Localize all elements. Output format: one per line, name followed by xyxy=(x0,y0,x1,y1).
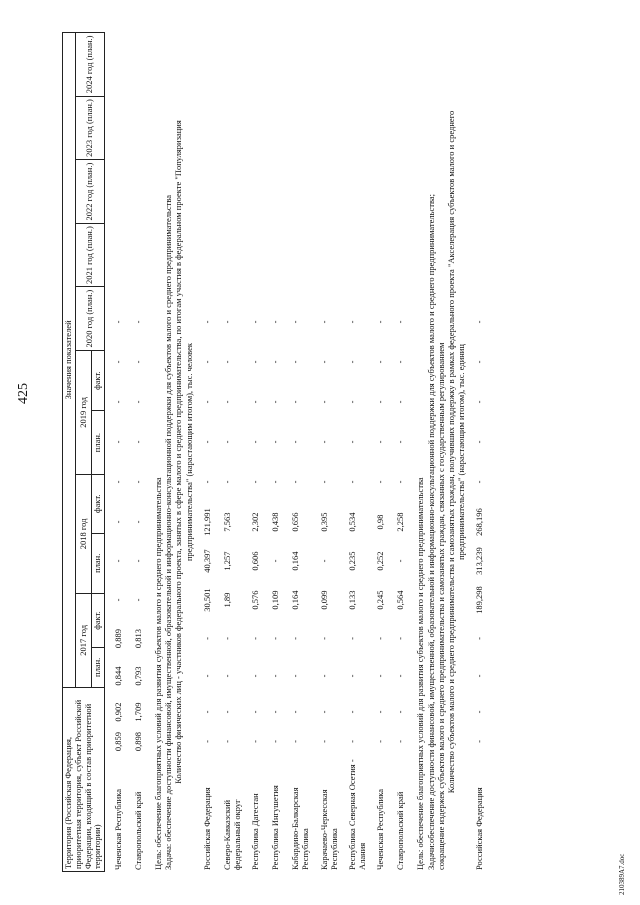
table-cell: - xyxy=(290,674,301,678)
table-row xyxy=(133,32,145,872)
table-cell: - xyxy=(375,320,386,324)
table-cell: - xyxy=(201,710,212,714)
table-cell: 0,902 xyxy=(113,702,124,722)
table-cell: - xyxy=(318,740,329,743)
table-cell: - xyxy=(270,400,281,404)
year-2018-header: 2018 год xyxy=(75,474,92,593)
table-cell: 1,709 xyxy=(133,702,144,722)
table-cell: - xyxy=(133,598,144,602)
table-cell: - xyxy=(133,360,144,364)
table-cell: - xyxy=(250,710,261,714)
table-cell: 30,501 xyxy=(201,588,212,612)
table-cell: - xyxy=(113,320,124,324)
table-cell: - xyxy=(346,400,357,404)
table-cell: 0,133 xyxy=(346,590,357,610)
block-3-task: Задачи:обеспечение доступности финансовой, имущественной, образовательной и информационно-консультационной поддержки для субъектов малого и среднего предпринимательства; xyxy=(425,193,436,870)
table-cell: - xyxy=(474,480,485,484)
table-cell: - xyxy=(221,674,232,678)
table-cell: - xyxy=(270,480,281,484)
table-cell: - xyxy=(395,480,406,484)
fact-2019-header: факт. xyxy=(92,350,105,410)
table-cell: - xyxy=(474,320,485,324)
block-2 xyxy=(202,32,416,872)
table-cell: - xyxy=(201,320,212,324)
table-cell: - xyxy=(201,674,212,678)
table-cell: - xyxy=(474,360,485,364)
table-cell: 0,395 xyxy=(318,512,329,532)
table-cell: - xyxy=(395,320,406,324)
table-cell: 0,252 xyxy=(375,551,386,571)
table-row xyxy=(395,32,407,872)
plan-2018-header: план. xyxy=(92,533,105,593)
table-cell: 1,89 xyxy=(221,592,232,608)
table-cell: - xyxy=(318,674,329,678)
plan-2017-header: план. xyxy=(92,647,105,687)
table-cell: - xyxy=(133,559,144,563)
table-cell: - xyxy=(375,480,386,484)
table-cell: 313,239 xyxy=(474,547,485,575)
table-cell: 0,534 xyxy=(346,512,357,532)
table-cell: - xyxy=(133,520,144,524)
table-cell: - xyxy=(270,559,281,563)
block-2-task: Задача: обеспечение доступности финансовой, имущественной, образовательной и информационно-консультационной поддержки для субъектов малого и среднего предпринимательства xyxy=(163,194,174,870)
table-cell: - xyxy=(113,440,124,444)
table-cell: - xyxy=(375,360,386,364)
table-cell: - xyxy=(375,674,386,678)
fact-2018-header: факт. xyxy=(92,474,105,533)
table-cell: - xyxy=(250,480,261,484)
table-cell: - xyxy=(270,674,281,678)
table-row xyxy=(474,32,486,872)
table-cell: - xyxy=(270,710,281,714)
table-cell: 0,656 xyxy=(290,512,301,532)
table-cell: 0,564 xyxy=(395,590,406,610)
table-row xyxy=(319,32,339,872)
table-cell: 0,793 xyxy=(133,666,144,686)
table-cell: - xyxy=(221,637,232,640)
territory-name: Российская Федерация xyxy=(201,787,212,870)
territory-header: Территория (Российская Федерация, приоритетная территория, субъект Российской Федерации, входящий в состав приоритетной территории) xyxy=(63,687,105,871)
table-cell: - xyxy=(318,360,329,364)
table-cell: - xyxy=(346,710,357,714)
table-cell: - xyxy=(221,440,232,444)
table-cell: - xyxy=(221,360,232,364)
fact-2017-header: факт. xyxy=(92,593,105,647)
table-cell: - xyxy=(346,674,357,678)
year-2023-header: 2023 год (план.) xyxy=(75,96,104,160)
table-cell: 40,397 xyxy=(201,549,212,573)
table-cell: - xyxy=(133,440,144,444)
table-cell: - xyxy=(474,400,485,404)
table-cell: - xyxy=(133,480,144,484)
table-cell: 0,164 xyxy=(290,590,301,610)
table-cell: 0,813 xyxy=(133,628,144,649)
territory-name: Российская Федерация xyxy=(474,787,485,870)
territory-name: Ставропольский край xyxy=(395,791,406,870)
table-cell: - xyxy=(290,440,301,444)
table-cell: - xyxy=(395,637,406,640)
table-row xyxy=(270,32,282,872)
table-cell: - xyxy=(250,320,261,324)
table-cell: - xyxy=(290,710,301,714)
table-cell: - xyxy=(250,674,261,678)
block-3-task-2: сокращение издержек субъектов малого и среднего предпринимательства и самозанятых граждан, связанных с государственным регулированием xyxy=(435,342,446,870)
block-1 xyxy=(113,32,153,872)
indicators-table-header xyxy=(62,32,105,872)
table-cell: - xyxy=(113,480,124,484)
table-cell: - xyxy=(201,740,212,743)
table-cell: - xyxy=(201,480,212,484)
table-cell: - xyxy=(290,320,301,324)
table-cell: - xyxy=(318,480,329,484)
table-row xyxy=(222,32,242,872)
table-cell: 268,196 xyxy=(474,508,485,536)
table-cell: 0,889 xyxy=(113,628,124,649)
table-cell: - xyxy=(346,320,357,324)
table-cell: 0,099 xyxy=(318,590,329,610)
territory-name: Республика Дагестан xyxy=(250,793,261,870)
table-row xyxy=(290,32,310,872)
table-cell: 0,164 xyxy=(290,551,301,571)
table-cell: 0,898 xyxy=(133,731,144,752)
table-cell: 2,258 xyxy=(395,512,406,532)
table-cell: - xyxy=(133,320,144,324)
table-cell: - xyxy=(270,440,281,444)
table-cell: 0,606 xyxy=(250,551,261,571)
table-cell: 0,235 xyxy=(346,551,357,571)
document-code: 210389A7.doc xyxy=(618,853,626,895)
table-cell: - xyxy=(270,320,281,324)
table-cell: - xyxy=(290,480,301,484)
table-cell: - xyxy=(250,440,261,444)
table-cell: - xyxy=(318,637,329,640)
table-cell: - xyxy=(270,740,281,743)
table-cell: - xyxy=(221,480,232,484)
territory-name: Кабардино-Балкарская Республика xyxy=(290,787,311,870)
table-cell: - xyxy=(375,740,386,743)
table-cell: 1,257 xyxy=(221,551,232,571)
table-cell: - xyxy=(250,360,261,364)
table-cell: - xyxy=(221,710,232,714)
table-cell: - xyxy=(290,637,301,640)
table-cell: 189,298 xyxy=(474,586,485,614)
table-cell: - xyxy=(201,637,212,640)
table-cell: - xyxy=(113,520,124,524)
table-cell: - xyxy=(474,440,485,444)
table-cell: - xyxy=(395,710,406,714)
rotated-table-frame xyxy=(62,32,627,872)
table-cell: - xyxy=(474,710,485,714)
territory-name: Северо-Кавказский федеральный округ xyxy=(221,799,242,870)
table-row xyxy=(202,32,214,872)
table-cell: - xyxy=(201,360,212,364)
table-cell: - xyxy=(290,360,301,364)
table-row xyxy=(347,32,367,872)
table-cell: - xyxy=(270,360,281,364)
table-cell: - xyxy=(221,400,232,404)
table-cell: 0,245 xyxy=(375,590,386,610)
territory-name: Чеченская Республика xyxy=(375,789,386,870)
table-cell: - xyxy=(250,637,261,640)
table-cell: - xyxy=(375,440,386,444)
table-cell: 0,438 xyxy=(270,512,281,532)
year-2017-header: 2017 год xyxy=(75,593,92,687)
table-cell: - xyxy=(250,400,261,404)
table-cell: - xyxy=(290,740,301,743)
territory-name: Ставропольский край xyxy=(133,791,144,870)
table-cell: - xyxy=(113,400,124,404)
table-cell: 0,844 xyxy=(113,666,124,686)
table-cell: - xyxy=(474,637,485,640)
table-cell: - xyxy=(133,400,144,404)
table-cell: - xyxy=(375,710,386,714)
plan-2019-header: план. xyxy=(92,411,105,475)
table-cell: - xyxy=(395,400,406,404)
table-cell: - xyxy=(346,480,357,484)
table-cell: - xyxy=(474,740,485,743)
table-cell: - xyxy=(270,637,281,640)
table-cell: - xyxy=(395,674,406,678)
table-row xyxy=(113,32,125,872)
territory-name: Карачаево-Черкесская Республика xyxy=(318,789,339,870)
table-row xyxy=(375,32,387,872)
table-cell: - xyxy=(474,674,485,678)
table-row xyxy=(250,32,262,872)
table-cell: - xyxy=(375,637,386,640)
table-cell: 0,98 xyxy=(375,514,386,530)
table-cell: - xyxy=(346,360,357,364)
table-cell: - xyxy=(113,598,124,602)
table-cell: - xyxy=(250,740,261,743)
block-2-goal: Цель: обеспечение благоприятных условий для развития субъектов малого и среднего предпринимательства xyxy=(153,477,164,870)
territory-name: Чеченская Республика xyxy=(113,789,124,870)
table-cell: - xyxy=(201,440,212,444)
table-cell: 121,991 xyxy=(201,508,212,536)
table-cell: - xyxy=(201,400,212,404)
table-cell: - xyxy=(290,400,301,404)
year-2022-header: 2022 год (план.) xyxy=(75,160,104,224)
page-number: 425 xyxy=(16,383,31,404)
table-cell: - xyxy=(346,440,357,444)
territory-name: Республика Ингушетия xyxy=(270,785,281,870)
table-cell: - xyxy=(113,559,124,563)
table-cell: - xyxy=(395,559,406,563)
table-cell: 0,109 xyxy=(270,590,281,610)
table-cell: - xyxy=(346,637,357,640)
table-cell: - xyxy=(318,320,329,324)
table-cell: - xyxy=(113,360,124,364)
year-2020-header: 2020 год (план.) xyxy=(75,287,104,351)
table-cell: - xyxy=(346,740,357,743)
block-3-goal: Цель: обеспечение благоприятных условий для развития субъектов малого и среднего предпринимательства xyxy=(415,477,426,870)
block-3-indicator: Количество субъектов малого и среднего предпринимательства и самозанятых граждан, получивших поддержку в рамках федерального проекта "Акселерация субъектов малого и среднего предпринимательства" (нарастающим итогом), тыс. единиц xyxy=(445,110,467,794)
table-cell: 2,302 xyxy=(250,512,261,532)
table-cell: 7,563 xyxy=(221,512,232,532)
table-cell: - xyxy=(395,740,406,743)
table-body xyxy=(105,32,494,872)
year-2021-header: 2021 год (план.) xyxy=(75,223,104,287)
table-cell: - xyxy=(395,360,406,364)
territory-name: Республика Северная Осетия - Алания xyxy=(346,759,368,870)
year-2019-header: 2019 год xyxy=(75,350,92,474)
table-cell: - xyxy=(318,400,329,404)
table-cell: - xyxy=(318,710,329,714)
table-cell: 0,576 xyxy=(250,590,261,610)
table-cell: - xyxy=(318,559,329,563)
block-2-indicator: Количество физических лиц - участников федерального проекта, занятых в сфере малого и среднего предпринимательства, по итогам участия в федеральном проекте "Популяризация предпринимательства" (нарастающим итогом), тыс. человек xyxy=(173,120,194,784)
year-2024-header: 2024 год (план.) xyxy=(75,33,104,97)
indicators-header: Значения показателей xyxy=(63,33,76,688)
block-3 xyxy=(474,32,494,872)
table-cell: 0,859 xyxy=(113,731,124,752)
table-cell: - xyxy=(375,400,386,404)
table-cell: - xyxy=(221,320,232,324)
table-cell: - xyxy=(318,440,329,444)
table-cell: - xyxy=(221,740,232,743)
table-cell: - xyxy=(395,440,406,444)
